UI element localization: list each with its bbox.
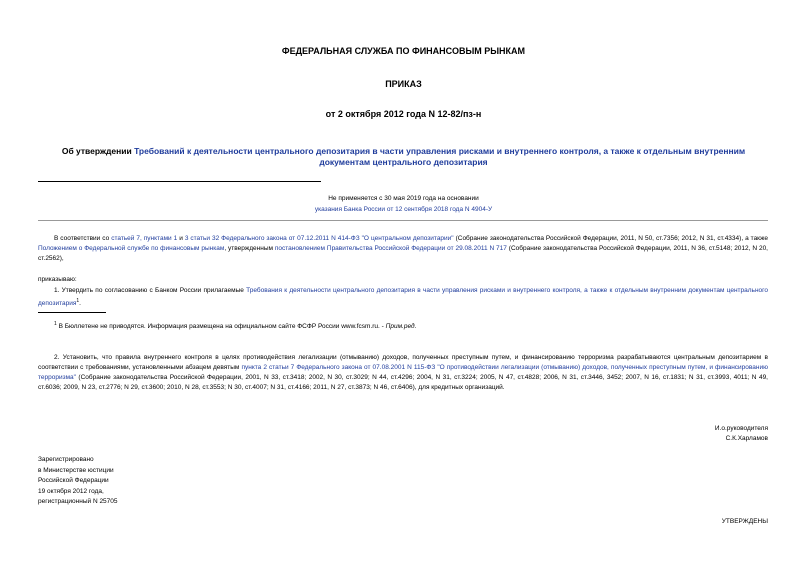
signature-position: И.о.руководителя: [714, 425, 768, 432]
article-7-link[interactable]: статьей 7, пунктами 1: [111, 235, 178, 242]
item-2-text: (Собрание законодательства Российской Федерации, 2001, N 33, ст.3418; 2002, N 30, ст.3029; N 44, ст.4296; 2004, N 31, ст.3224; 2005, N 47, ст.4828; 2006, N 31, ст.3446, 3452; 2007, N 16, ст.1831; N 31, ст.3993, 4011; N 49, ст.6036; 2009, N 23, ст.2776; N 29, ст.3600; 2010, N 28, ст.3553; N 30, ст.4007; N 31, ст.4166; 2011, N 27, ст.3873; N 46, ст.6406), для кредитных организаций.: [38, 374, 768, 391]
footnote: [38, 319, 768, 332]
registration-line-4: 19 октября 2012 года,: [38, 488, 104, 495]
registration-line-5: регистрационный N 25705: [38, 498, 118, 505]
law-115-link[interactable]: пункта 2 статьи 7 Федерального закона от 07.08.2001 N 115-ФЗ "О противодействии легализации (отмыванию) доходов, полученных преступным путем, и финансированию терроризма": [38, 364, 768, 381]
title-requirements-link[interactable]: Требований к деятельности центрального депозитария в части управления рисками и внутреннего контроля, а также к отдельным внутренним документам центрального депозитария: [134, 146, 746, 167]
preamble-text: В соответствии со: [54, 235, 112, 242]
agency-name: ФЕДЕРАЛЬНАЯ СЛУЖБА ПО ФИНАНСОВЫМ РЫНКАМ: [281, 46, 526, 56]
document-title: [40, 146, 767, 168]
notice-line: Не применяется с 30 мая 2019 года на основании: [328, 195, 479, 202]
registration-line-3: Российской Федерации: [38, 477, 109, 484]
footnote-text: В Бюллетене не приводятся. Информация размещена на официальном сайте ФСФР России www.fcsm.ru. -: [56, 323, 386, 331]
preamble-paragraph: [38, 234, 768, 264]
regulation-fsfr-link[interactable]: Положением о Федеральной службе по финансовым рынкам: [38, 245, 225, 252]
preamble-text: , утвержденным: [224, 245, 275, 252]
title-divider: [38, 181, 321, 182]
document-date-number: от 2 октября 2012 года N 12-82/пз-н: [325, 109, 482, 119]
order-word: приказываю:: [38, 276, 77, 283]
preamble-text: (Собрание законодательства Российской Федерации, 2011, N 36, ст.5148; 2012, N 20, ст.2562),: [38, 245, 768, 262]
item-1-text: 1. Утвердить по согласованию с Банком России прилагаемые: [54, 287, 247, 294]
item-1-tail: .: [79, 300, 81, 308]
footnote-mark: 1: [76, 298, 80, 304]
notice-link[interactable]: указания Банка России от 12 сентября 2018 года N 4904-У: [314, 206, 493, 213]
document-type: ПРИКАЗ: [385, 79, 422, 89]
preamble-text: (Собрание законодательства Российской Федерации, 2011, N 50, ст.7356; 2012, N 31, ст.4334), а также: [453, 235, 768, 242]
registration-line-2: в Министерстве юстиции: [38, 467, 114, 474]
item-2-text: 2. Установить, что правила внутреннего контроля в целях противодействия легализации (отмыванию) доходов, полученных преступным путем, и финансированию терроризма разрабатываются центральным депозитарием в соответствии с требованиями, установленными абзацем девятым: [38, 354, 768, 371]
approved-heading: УТВЕРЖДЕНЫ: [721, 518, 768, 525]
footnote-divider: [38, 312, 106, 313]
title-prefix: Об утверждении: [61, 146, 135, 156]
government-decree-link[interactable]: постановлением Правительства Российской Федерации от 29.08.2011 N 717: [274, 245, 507, 252]
footnote-note: Прим.ред.: [385, 323, 417, 331]
item-1-paragraph: [38, 286, 768, 309]
footnote-number: 1: [54, 321, 57, 327]
notice-divider: [38, 220, 768, 221]
item-2-paragraph: [38, 353, 768, 393]
signature-name: С.К.Харламов: [725, 435, 768, 442]
requirements-link[interactable]: Требования к деятельности центрального депозитария в части управления рисками и внутреннего контроля, а также к отдельным внутренним документам центрального депозитария: [38, 287, 768, 308]
registration-line-1: Зарегистрировано: [38, 456, 94, 463]
law-414-link[interactable]: 3 статьи 32 Федерального закона от 07.12.2011 N 414-ФЗ "О центральном депозитарии": [184, 235, 454, 242]
preamble-text: и: [177, 235, 185, 242]
